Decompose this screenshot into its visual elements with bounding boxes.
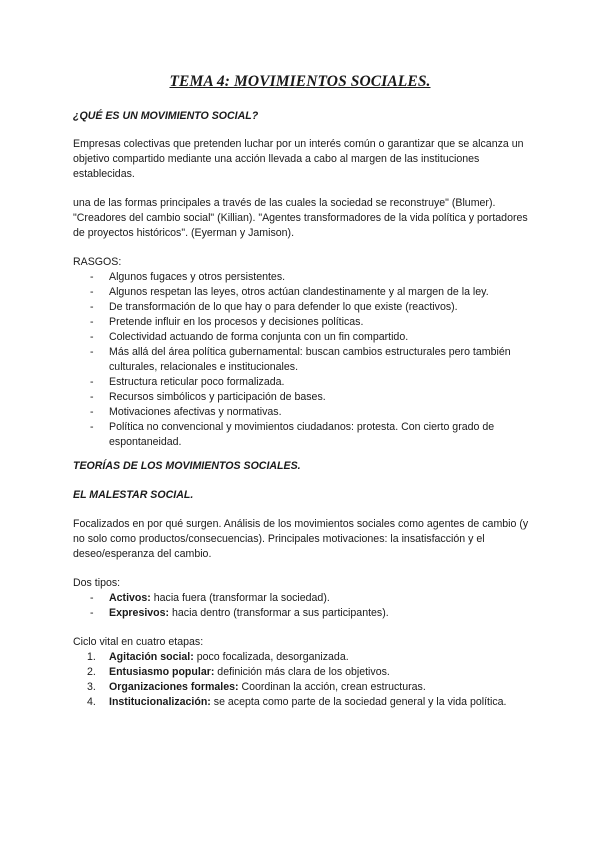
ciclo-label: Ciclo vital en cuatro etapas:	[73, 636, 204, 648]
list-item-text: Política no convencional y movimientos ciudadanos: protesta. Con cierto grado de espontaneidad.	[109, 421, 495, 448]
list-item-text: Estructura reticular poco formalizada.	[109, 376, 285, 388]
section-heading-que-es: ¿QUÉ ES UN MOVIMIENTO SOCIAL?	[73, 110, 259, 122]
tipos-list	[73, 591, 533, 621]
item-number: 1.	[87, 651, 96, 663]
list-item	[73, 420, 533, 450]
list-item-text: Algunos respetan las leyes, otros actúan clandestinamente y al margen de la ley.	[109, 286, 489, 298]
list-item	[73, 606, 533, 621]
term: Entusiasmo popular:	[109, 666, 215, 678]
list-item-text: De transformación de lo que hay o para defender lo que existe (reactivos).	[109, 301, 458, 313]
description: poco focalizada, desorganizada.	[193, 651, 349, 663]
rasgos-label: RASGOS:	[73, 256, 122, 268]
term: Organizaciones formales:	[109, 681, 239, 693]
list-item	[73, 680, 543, 695]
list-item-text: Más allá del área política gubernamental: buscan cambios estructurales pero también culturales, relacionales e institucionales.	[109, 346, 511, 373]
malestar-paragraph: Focalizados en por qué surgen. Análisis de los movimientos sociales como agentes de cambio (y no solo como productos/consecuencias). Principales motivaciones: la insatisfacción y el deseo/esperanza del cambio.	[73, 518, 529, 560]
list-item	[73, 650, 543, 665]
list-item	[73, 315, 533, 330]
dash-bullet: -	[90, 301, 94, 313]
description: hacia dentro (transformar a sus participantes).	[169, 607, 389, 619]
dash-bullet: -	[90, 406, 94, 418]
list-item-text: Colectividad actuando de forma conjunta con un fin compartido.	[109, 331, 409, 343]
dash-bullet: -	[90, 271, 94, 283]
dash-bullet: -	[90, 421, 94, 433]
term: Expresivos:	[109, 607, 170, 619]
dash-bullet: -	[90, 607, 94, 619]
description: Coordinan la acción, crean estructuras.	[238, 681, 426, 693]
list-item	[73, 330, 533, 345]
list-item-text: Algunos fugaces y otros persistentes.	[109, 271, 286, 283]
list-item	[73, 405, 533, 420]
ciclo-list	[73, 650, 543, 710]
tipos-label: Dos tipos:	[73, 577, 121, 589]
list-item	[73, 285, 533, 300]
list-item	[73, 345, 533, 375]
dash-bullet: -	[90, 316, 94, 328]
dash-bullet: -	[90, 592, 94, 604]
list-item-text: Pretende influir en los procesos y decisiones políticas.	[109, 316, 364, 328]
section-heading-teorias: TEORÍAS DE LOS MOVIMIENTOS SOCIALES.	[73, 460, 301, 472]
subheading-malestar-social: EL MALESTAR SOCIAL.	[73, 489, 194, 501]
list-item	[73, 375, 533, 390]
item-number: 3.	[87, 681, 96, 693]
term: Agitación social:	[109, 651, 194, 663]
term: Activos:	[109, 592, 151, 604]
list-item-text: Recursos simbólicos y participación de bases.	[109, 391, 326, 403]
list-item-text: Motivaciones afectivas y normativas.	[109, 406, 282, 418]
dash-bullet: -	[90, 391, 94, 403]
definition-paragraph: Empresas colectivas que pretenden luchar por un interés común o garantizar que se alcanza un objetivo compartido mediante una acción llevada a cabo al margen de las instituciones establecidas.	[73, 138, 524, 180]
dash-bullet: -	[90, 331, 94, 343]
rasgos-list	[73, 270, 533, 450]
item-number: 4.	[87, 696, 96, 708]
item-number: 2.	[87, 666, 96, 678]
quotes-paragraph: una de las formas principales a través de las cuales la sociedad se reconstruye" (Blumer). "Creadores del cambio social" (Killian). "Agentes transformadores de la vida política y portadores de proyectos históricos". (Eyerman y Jamison).	[73, 197, 528, 239]
description: se acepta como parte de la sociedad general y la vida política.	[210, 696, 507, 708]
list-item	[73, 390, 533, 405]
term: Institucionalización:	[109, 696, 211, 708]
list-item	[73, 300, 533, 315]
description: definición más clara de los objetivos.	[214, 666, 390, 678]
description: hacia fuera (transformar la sociedad).	[150, 592, 330, 604]
list-item	[73, 270, 533, 285]
list-item	[73, 665, 543, 680]
list-item	[73, 591, 533, 606]
dash-bullet: -	[90, 286, 94, 298]
dash-bullet: -	[90, 346, 94, 358]
page-title: TEMA 4: MOVIMIENTOS SOCIALES.	[169, 73, 431, 90]
dash-bullet: -	[90, 376, 94, 388]
list-item	[73, 695, 543, 710]
